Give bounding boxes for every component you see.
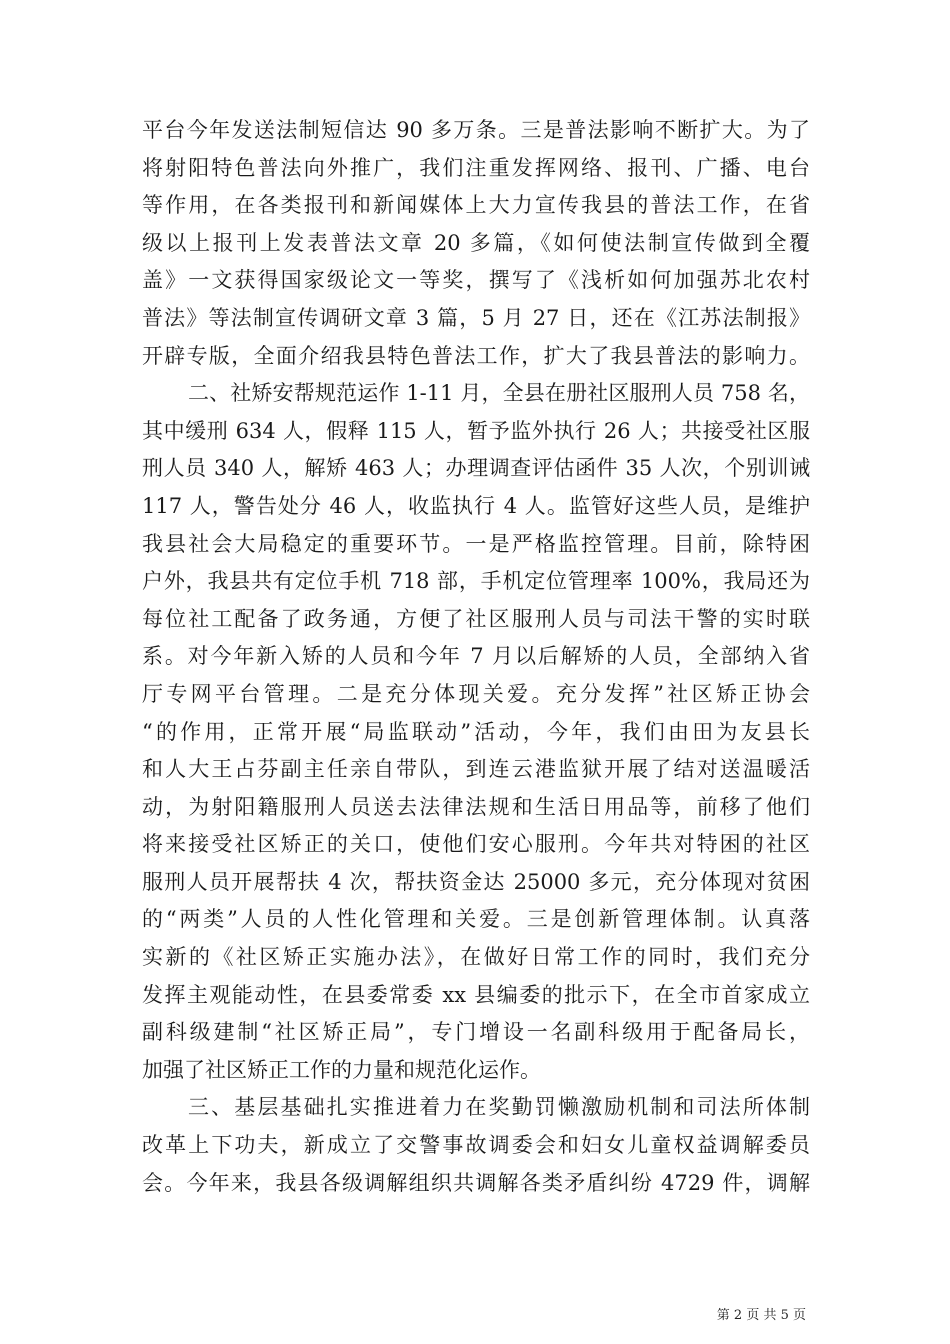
paragraph-start-line: 二、社矫安帮规范运作 1-11 月，全县在册社区服刑人员 758 名， xyxy=(188,381,810,406)
text-line: 级以上报刊上发表普法文章 20 多篇，《如何使法制宣传做到全覆 xyxy=(142,230,810,255)
text-line: 将来接受社区矫正的关口，使他们安心服刑。今年共对特困的社区 xyxy=(142,832,810,857)
text-line: 会。今年来，我县各级调解组织共调解各类矛盾纠纷 4729 件，调解 xyxy=(142,1170,810,1195)
text-line: 户外，我县共有定位手机 718 部，手机定位管理率 100%，我局还为 xyxy=(142,569,810,594)
paragraph-end-line: 加强了社区矫正工作的力量和规范化运作。 xyxy=(142,1057,541,1082)
text-line: 动，为射阳籍服刑人员送去法律法规和生活日用品等，前移了他们 xyxy=(142,794,810,819)
text-line: 其中缓刑 634 人，假释 115 人，暂予监外执行 26 人；共接受社区服 xyxy=(142,418,810,443)
text-line: 厅专网平台管理。二是充分体现关爱。充分发挥”社区矫正协会 xyxy=(142,681,810,706)
text-line: 实新的《社区矫正实施办法》，在做好日常工作的同时，我们充分 xyxy=(142,945,810,970)
text-line: 盖》一文获得国家级论文一等奖，撰写了《浅析如何加强苏北农村 xyxy=(142,268,810,293)
text-line: 服刑人员开展帮扶 4 次，帮扶资金达 25000 多元，充分体现对贫困 xyxy=(142,869,810,894)
text-line: 刑人员 340 人，解矫 463 人；办理调查评估函件 35 人次，个别训诫 xyxy=(142,456,810,481)
paragraph-start-line: 三、基层基础扎实推进着力在奖勤罚懒激励机制和司法所体制 xyxy=(188,1095,810,1120)
text-line: 117 人，警告处分 46 人，收监执行 4 人。监管好这些人员，是维护 xyxy=(142,493,810,518)
text-line: 将射阳特色普法向外推广，我们注重发挥网络、报刊、广播、电台 xyxy=(142,155,810,180)
page-number-footer: 第 2 页 共 5 页 xyxy=(716,1308,806,1323)
text-line: 系。对今年新入矫的人员和今年 7 月以后解矫的人员，全部纳入省 xyxy=(142,644,810,669)
body-text xyxy=(142,112,810,1202)
text-line: 的“两类”人员的人性化管理和关爱。三是创新管理体制。认真落 xyxy=(142,907,810,932)
text-line: 发挥主观能动性，在县委常委 xx 县编委的批示下，在全市首家成立 xyxy=(142,982,810,1007)
text-line: 副科级建制“社区矫正局”，专门增设一名副科级用于配备局长， xyxy=(142,1020,810,1045)
text-line: 平台今年发送法制短信达 90 多万条。三是普法影响不断扩大。为了 xyxy=(142,118,810,142)
text-line: 每位社工配备了政务通，方便了社区服刑人员与司法干警的实时联 xyxy=(142,606,810,631)
text-line: 和人大王占芬副主任亲自带队，到连云港监狱开展了结对送温暖活 xyxy=(142,757,810,782)
text-line: 改革上下功夫，新成立了交警事故调委会和妇女儿童权益调解委员 xyxy=(142,1133,810,1158)
text-line: 我县社会大局稳定的重要环节。一是严格监控管理。目前，除特困 xyxy=(142,531,810,556)
text-line: 开辟专版，全面介绍我县特色普法工作，扩大了我县普法的影响力。 xyxy=(142,343,810,368)
text-line: 普法》等法制宣传调研文章 3 篇，5 月 27 日，还在《江苏法制报》 xyxy=(142,305,810,330)
text-line: “的作用，正常开展“局监联动”活动，今年，我们由田为友县长 xyxy=(142,719,810,744)
text-line: 等作用，在各类报刊和新闻媒体上大力宣传我县的普法工作，在省 xyxy=(142,193,810,218)
